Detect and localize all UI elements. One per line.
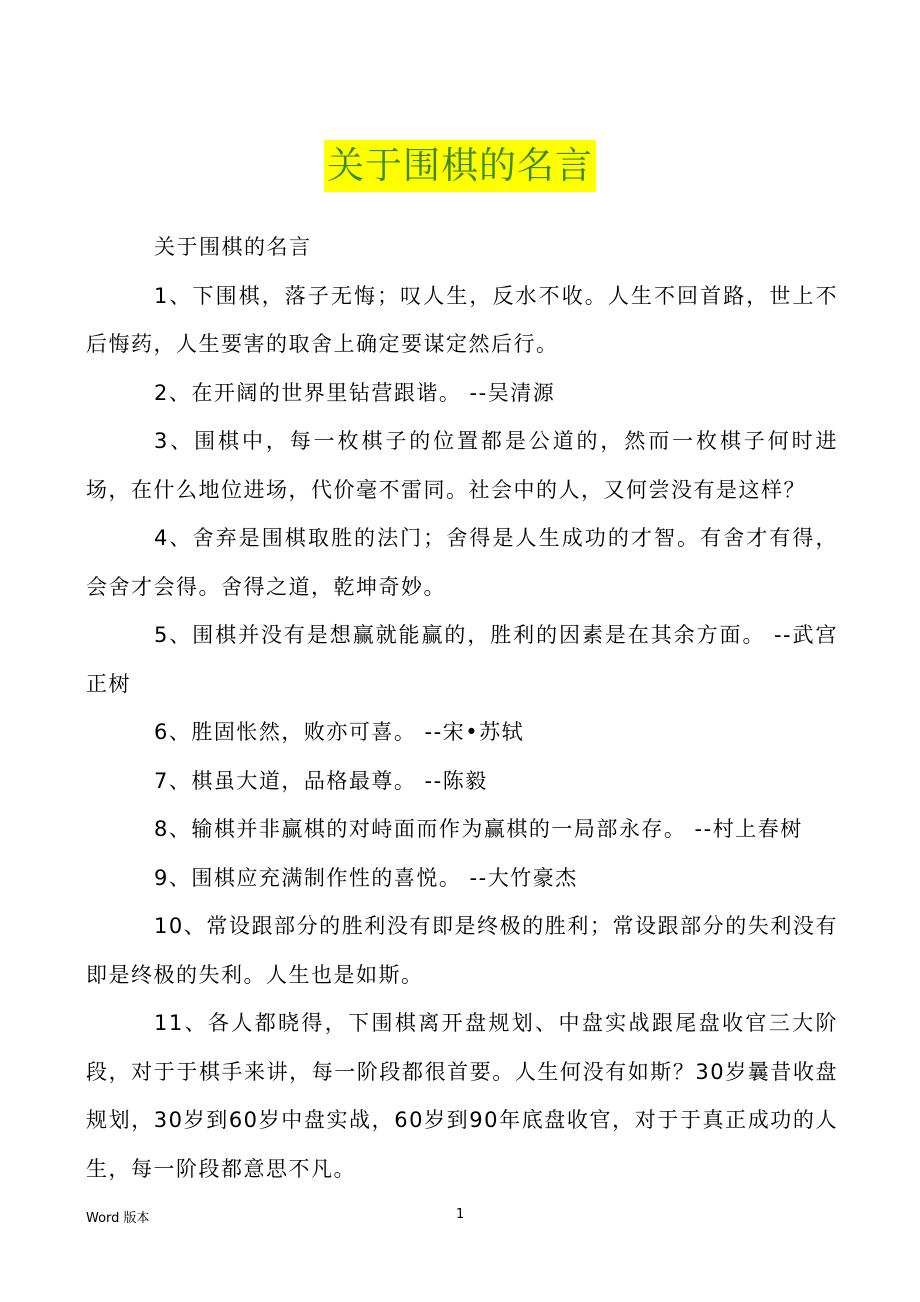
paragraph-quote-5: 5、围棋并没有是想赢就能赢的，胜利的因素是在其余方面。 --武宫正树: [86, 623, 838, 696]
paragraph-quote-6: 6、胜固怅然，败亦可喜。 --宋•苏轼: [154, 720, 525, 744]
paragraph-quote-3: 3、围棋中，每一枚棋子的位置都是公道的，然而一枚棋子何时进场，在什么地位进场，代价毫不雷同。社会中的人，又何尝没有是这样？: [86, 429, 838, 502]
paragraph-quote-11: 11、各人都晓得，下围棋离开盘规划、中盘实战跟尾盘收官三大阶段，对于于棋手来讲，每一阶段都很首要。人生何没有如斯？30岁曩昔收盘规划，30岁到60岁中盘实战，60岁到90年底盘收官，对于于真正成功的人生，每一阶段都意思不凡。: [86, 1011, 838, 1181]
paragraph-quote-9: 9、围棋应充满制作性的喜悦。 --大竹豪杰: [154, 865, 578, 890]
paragraph-quote-4: 4、舍弃是围棋取胜的法门；舍得是人生成功的才智。有舍才有得，会舍才会得。舍得之道，乾坤奇妙。: [86, 526, 838, 599]
footer-page-number: 1: [456, 1207, 465, 1222]
document-title: 关于围棋的名言: [324, 140, 596, 192]
page-footer: [0, 1207, 920, 1227]
paragraph-quote-1: 1、下围棋，落子无悔；叹人生，反水不收。人生不回首路，世上不后悔药，人生要害的取舍上确定要谋定然后行。: [86, 283, 838, 356]
paragraph-quote-7: 7、棋虽大道，品格最尊。 --陈毅: [154, 768, 488, 793]
paragraph-quote-10: 10、常设跟部分的胜利没有即是终极的胜利；常设跟部分的失利没有即是终极的失利。人生也是如斯。: [86, 914, 838, 987]
paragraph-quote-8: 8、输棋并非赢棋的对峙面而作为赢棋的一局部永存。 --村上春树: [154, 817, 803, 841]
footer-version-label: Word 版本: [86, 1211, 150, 1226]
title-wrapper: [0, 140, 920, 192]
paragraph-quote-2: 2、在开阔的世界里钻营跟谐。 --吴清源: [154, 380, 556, 405]
paragraph-heading: 关于围棋的名言: [154, 235, 312, 259]
document-body: [86, 223, 838, 1193]
